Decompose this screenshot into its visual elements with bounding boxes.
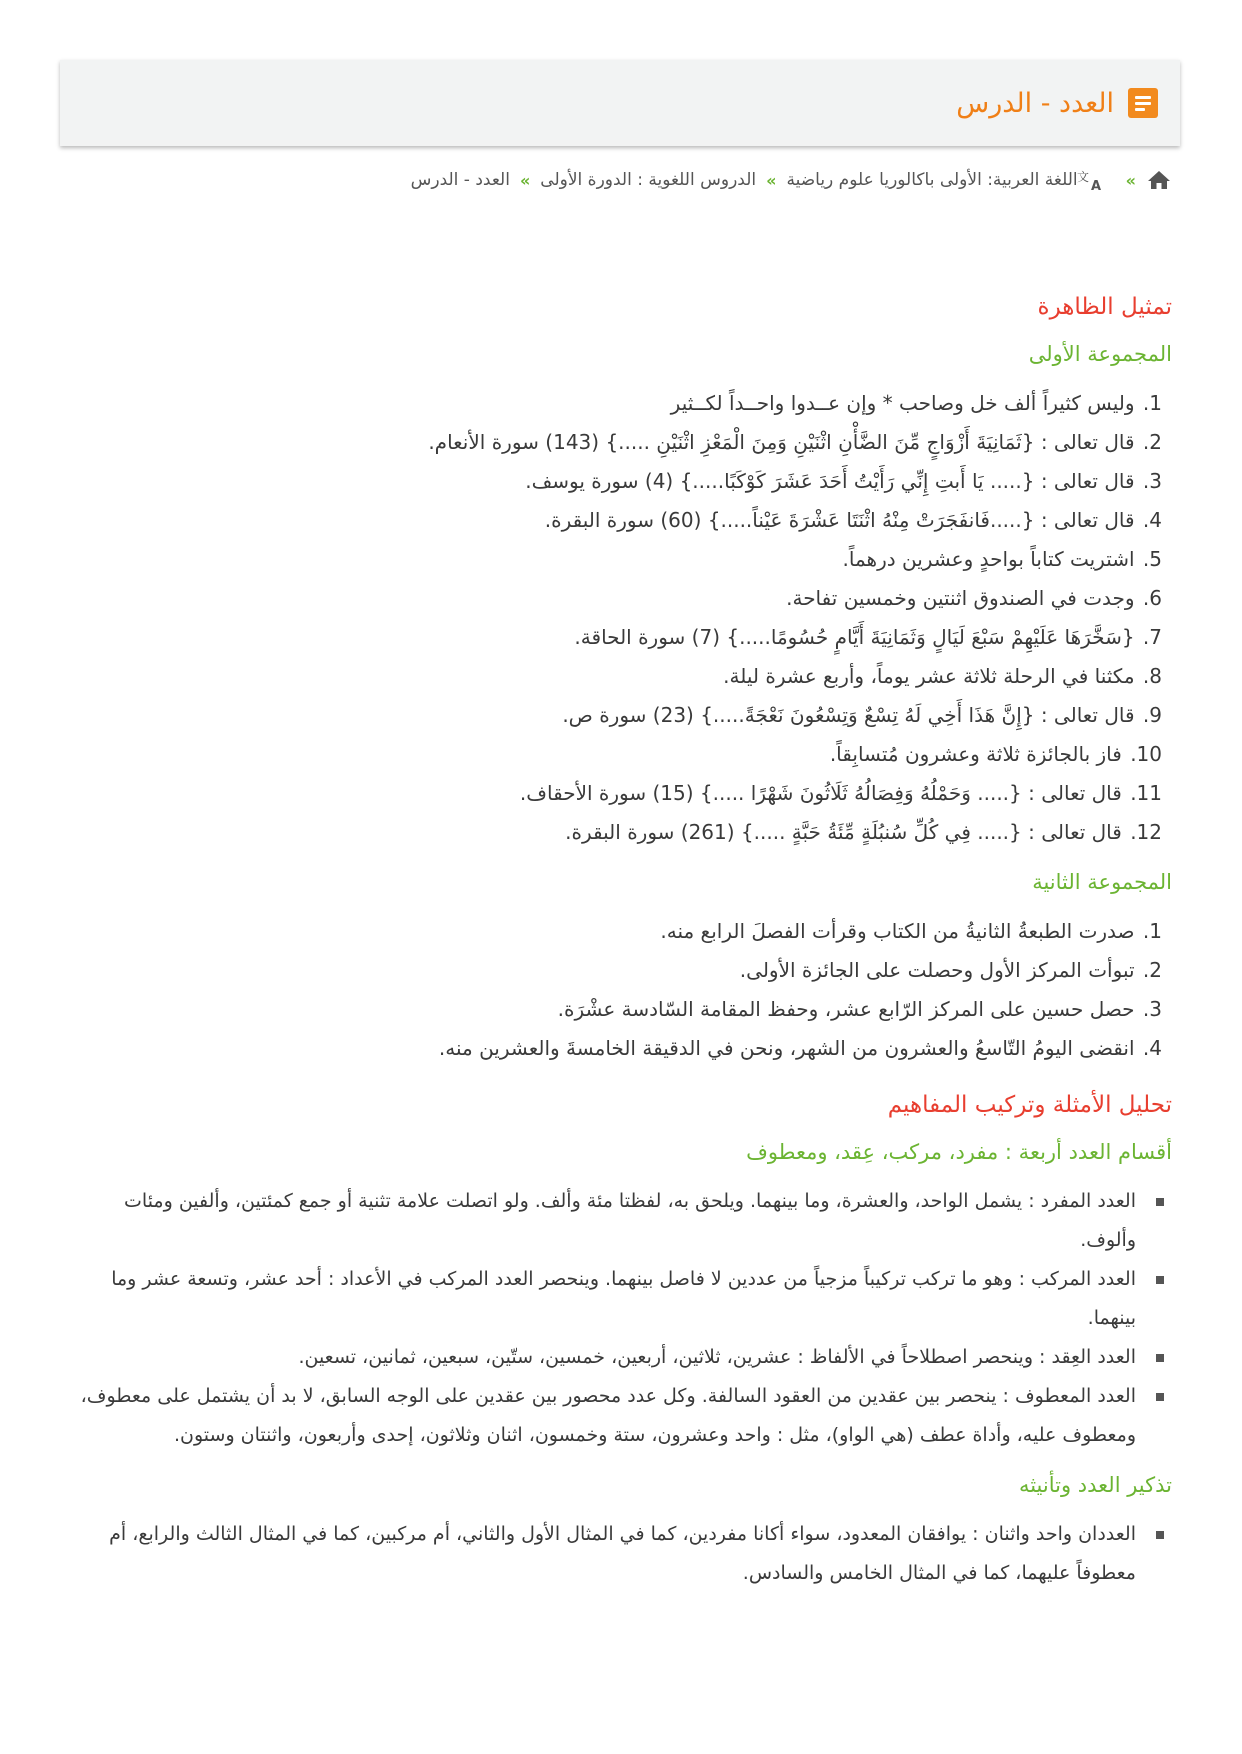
list-item: 4. قال تعالى : {.....فَانفَجَرَتْ مِنْهُ اثْنَتَا عَشْرَةَ عَيْناً.....} (60) سورة البقرة.: [544, 508, 1162, 532]
page-title: العدد - الدرس: [956, 87, 1114, 119]
section-title-analysis: تحليل الأمثلة وتركيب المفاهيم: [887, 1092, 1172, 1118]
list-item: 1. صدرت الطبعةُ الثانيةُ من الكتاب وقرأت الفصلَ الرابع منه.: [660, 919, 1162, 943]
list-item: العددان واحد واثنان : يوافقان المعدود، سواء أكانا مفردين، كما في المثال الأول والثاني، أم مركبين، كما في المثال الثالث والرابع، أم معطوفاً عليهما، كما في المثال الخامس والسادس.: [70, 1515, 1136, 1593]
subsection-title-gender: تذكير العدد وتأنيثه: [1018, 1473, 1172, 1497]
list-item: 1. وليس كثيراً ألف خل وصاحب * وإن عــدوا واحــداً لكــثير: [670, 391, 1162, 415]
page-header: [60, 60, 1180, 146]
list-item: 2. تبوأت المركز الأول وحصلت على الجائزة الأولى.: [739, 958, 1162, 982]
list-item: 3. حصل حسين على المركز الرّابع عشر، وحفظ المقامة السّادسة عشْرَة.: [557, 997, 1162, 1021]
list-item: 4. انقضى اليومُ التّاسعُ والعشرون من الشهر، ونحن في الدقيقة الخامسةَ والعشرين منه.: [438, 1036, 1162, 1060]
svg-text:A: A: [1090, 179, 1101, 194]
breadcrumb-separator: »: [519, 170, 531, 190]
home-icon[interactable]: [1146, 169, 1172, 191]
subsection-title-divisions: أقسام العدد أربعة : مفرد، مركب، عِقد، ومعطوف: [746, 1140, 1172, 1164]
breadcrumb-link-lessons[interactable]: الدروس اللغوية : الدورة الأولى: [540, 170, 757, 190]
breadcrumb-link-subject[interactable]: اللغة العربية: الأولى باكالوريا علوم رياضية: [786, 170, 1078, 190]
list-item: 7. {سَخَّرَهَا عَلَيْهِمْ سَبْعَ لَيَالٍ وَثَمَانِيَةَ أَيَّامٍ حُسُومًا.....} (7) سورة الحاقة.: [574, 625, 1162, 649]
list-item: 11. قال تعالى : {..... وَحَمْلُهُ وَفِصَالُهُ ثَلَاثُونَ شَهْرًا .....} (15) سورة الأحقاف.: [519, 781, 1162, 805]
lesson-content: [70, 292, 1172, 1609]
breadcrumb-current: العدد - الدرس: [410, 170, 510, 190]
list-item: العدد المركب : وهو ما تركب تركيباً مزجياً من عددين لا فاصل بينهما. وينحصر العدد المركب في الأعداد : أحد عشر، وتسعة عشر وما بينهما.: [70, 1260, 1136, 1338]
document-icon: [1128, 88, 1158, 118]
list-item: 10. فاز بالجائزة ثلاثة وعشرون مُتسابِقاً.: [829, 742, 1162, 766]
list-item: 6. وجدت في الصندوق اثنتين وخمسين تفاحة.: [786, 586, 1162, 610]
group-title-first: المجموعة الأولى: [1028, 342, 1172, 366]
list-item: العدد العِقد : وينحصر اصطلاحاً في الألفاظ : عشرين، ثلاثين، أربعين، خمسين، ستّين، سبعين، ثمانين، تسعين.: [70, 1338, 1136, 1377]
list-item: 2. قال تعالى : {ثَمَانِيَةَ أَزْوَاجٍ مِّنَ الضَّأْنِ اثْنَيْنِ وَمِنَ الْمَعْزِ اثْنَيْنِ .....} (143) سورة الأنعام.: [428, 430, 1162, 454]
divisions-list: [70, 1182, 1172, 1455]
breadcrumb-separator: »: [766, 170, 777, 190]
breadcrumb: [60, 168, 1172, 192]
list-item: 9. قال تعالى : {إِنَّ هَذَا أَخِي لَهُ تِسْعٌ وَتِسْعُونَ نَعْجَةً.....} (23) سورة ص.: [562, 703, 1162, 727]
list-item: العدد المفرد : يشمل الواحد، والعشرة، وما بينهما. ويلحق به، لفظتا مئة وألف. ولو اتصلت علامة تثنية أو جمع كمئتين، وألفين ومئات وألوف.: [70, 1182, 1136, 1260]
list-item: العدد المعطوف : ينحصر بين عقدين من العقود السالفة. وكل عدد محصور بين عقدين على الوجه السابق، لا بد أن يشتمل على معطوف، ومعطوف عليه، وأداة عطف (هي الواو)، مثل : واحد وعشرون، ستة وخمسون، اثنان وثلاثون، إحدى وأربعون، واثنتان وستون.: [70, 1377, 1136, 1455]
svg-text:文: 文: [1076, 170, 1089, 184]
breadcrumb-separator: »: [1125, 170, 1136, 190]
list-item: 5. اشتريت كتاباً بواحدٍ وعشرين درهماً.: [842, 547, 1162, 571]
list-item: 8. مكثنا في الرحلة ثلاثة عشر يوماً، وأربع عشرة ليلة.: [723, 664, 1162, 688]
translate-icon: [1076, 168, 1116, 194]
gender-list: [70, 1515, 1172, 1593]
example-list-group2: [70, 912, 1172, 1068]
list-item: 12. قال تعالى : {..... فِي كُلِّ سُنبُلَةٍ مِّئَةُ حَبَّةٍ .....} (261) سورة البقرة.: [565, 820, 1162, 844]
group-title-second: المجموعة الثانية: [1032, 870, 1172, 894]
section-title-representation: تمثيل الظاهرة: [1037, 294, 1172, 320]
example-list-group1: [70, 384, 1172, 852]
list-item: 3. قال تعالى : {..... يَا أَبتِ إِنِّي رَأَيْتُ أَحَدَ عَشَرَ كَوْكَبًا.....} (4) سورة يوسف.: [525, 469, 1162, 493]
